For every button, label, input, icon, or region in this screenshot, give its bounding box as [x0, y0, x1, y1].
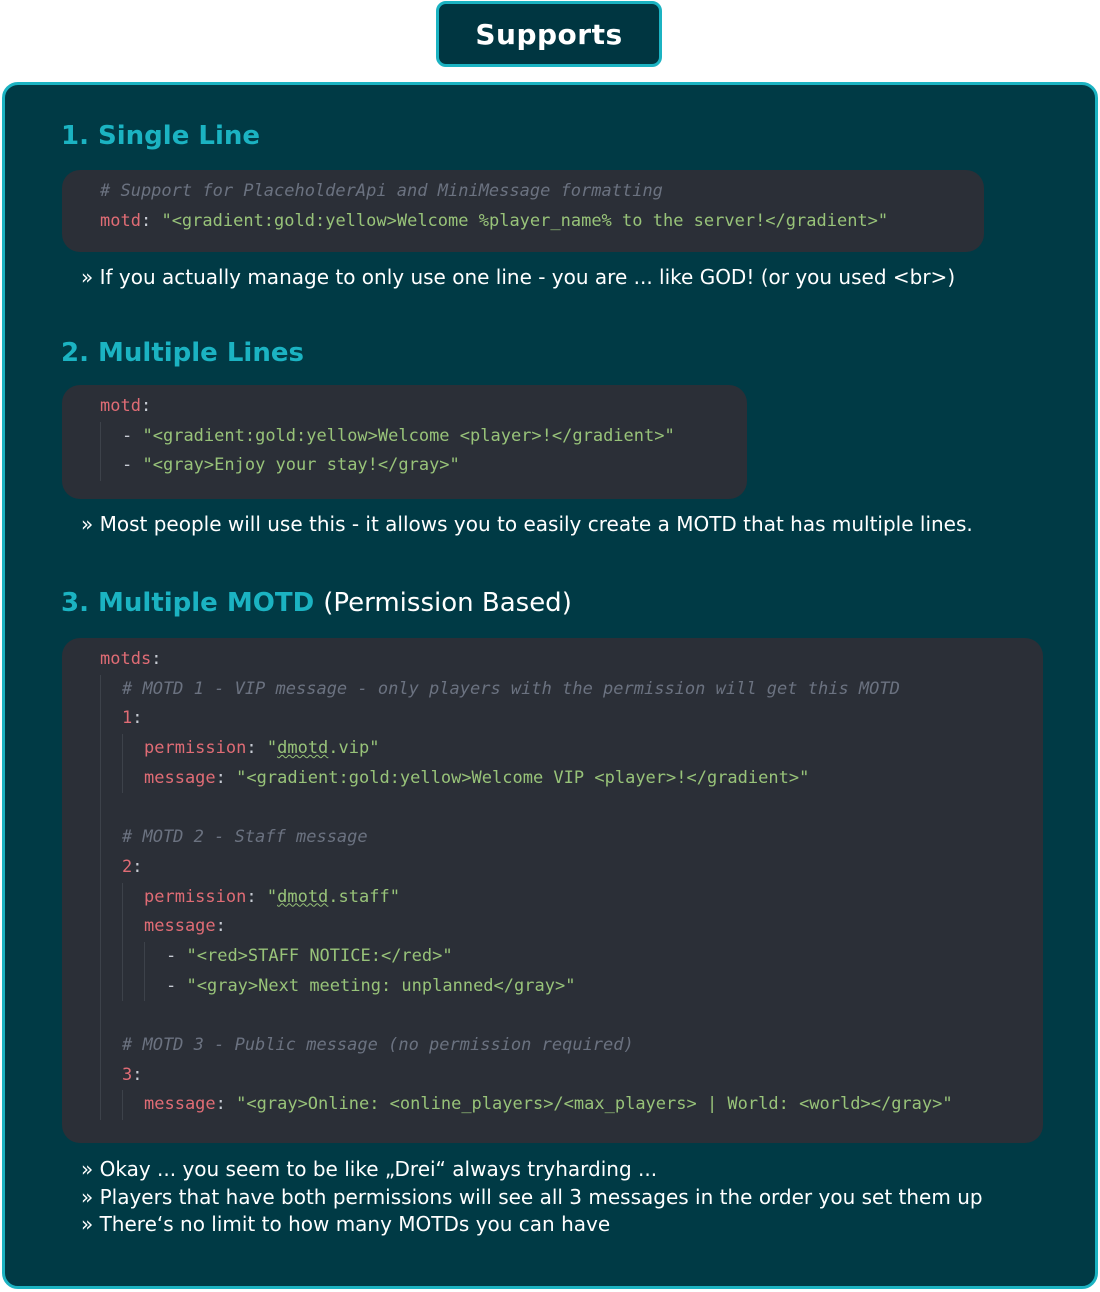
code-line: - "<gradient:gold:yellow>Welcome <player>!</gradient>" [100, 422, 747, 452]
code-key: motd [100, 210, 141, 231]
note-multiple-lines: » Most people will use this - it allows you to easily create a MOTD that has multiple lines. [81, 512, 973, 536]
code-line: permission : " dmotd .vip" [100, 734, 1043, 764]
code-key: message [144, 916, 216, 937]
code-comment: # MOTD 3 - Public message (no permission required) [122, 1034, 634, 1055]
code-line: motds : [100, 645, 1043, 675]
note-multiple-motd-2: » Players that have both permissions will see all 3 messages in the order you set them up [81, 1184, 983, 1209]
code-line-blank [100, 1001, 1043, 1031]
code-line [100, 1031, 1043, 1061]
code-line [100, 823, 1043, 853]
code-line: - "<gray>Next meeting: unplanned</gray>" [100, 972, 1043, 1002]
code-line: 2 : [100, 853, 1043, 883]
code-string: "<gray>Online: <online_players>/<max_players> | World: <world></gray>" [236, 1094, 953, 1115]
supports-panel [2, 82, 1098, 1289]
code-line: - "<red>STAFF NOTICE:</red>" [100, 942, 1043, 972]
code-key: permission [144, 738, 247, 759]
code-line: message : "<gray>Online: <online_players>/<max_players> | World: <world></gray>" [100, 1090, 1043, 1120]
code-line: message : "<gradient:gold:yellow>Welcome VIP <player>!</gradient>" [100, 764, 1043, 794]
code-line: message : [100, 912, 1043, 942]
code-comment: # MOTD 1 - VIP message - only players with the permission will get this MOTD [122, 678, 900, 699]
code-key: message [144, 1094, 216, 1115]
note-single-line: » If you actually manage to only use one line - you are ... like GOD! (or you used <br>) [81, 265, 956, 289]
code-line-blank [100, 793, 1043, 823]
note-multiple-motd-3: » There‘s no limit to how many MOTDs you can have [81, 1212, 611, 1236]
code-line: 3 : [100, 1061, 1043, 1091]
code-block-multiple-motd [62, 638, 1043, 1143]
code-string: "<gray>Next meeting: unplanned</gray>" [186, 975, 576, 996]
section-title-single-line: 1. Single Line [61, 121, 260, 151]
note-multiple-motd-1: » Okay ... you seem to be like „Drei“ always tryharding ... [81, 1157, 658, 1181]
code-key: 2 [122, 856, 133, 877]
code-string: "<red>STAFF NOTICE:</red>" [186, 945, 453, 966]
code-string: dmotd [277, 738, 329, 759]
code-string: "<gradient:gold:yellow>Welcome VIP <player>!</gradient>" [236, 767, 810, 788]
code-string: dmotd [277, 886, 329, 907]
code-block-single-line [62, 170, 984, 252]
section-title-multiple-lines: 2. Multiple Lines [61, 338, 304, 368]
code-key: permission [144, 886, 247, 907]
section-title-multiple-motd: 3. Multiple MOTD (Permission Based) [61, 588, 572, 618]
code-line: - "<gray>Enjoy your stay!</gray>" [100, 451, 747, 481]
code-line: motd : "<gradient:gold:yellow>Welcome %player_name% to the server!</gradient>" [100, 207, 984, 237]
supports-title: Supports [475, 17, 623, 51]
code-key: motds [100, 649, 152, 669]
code-line [100, 675, 1043, 705]
code-key: 3 [122, 1064, 133, 1085]
code-string: "<gradient:gold:yellow>Welcome <player>!</gradient>" [142, 425, 675, 446]
section-title-suffix: (Permission Based) [323, 588, 572, 618]
code-line [100, 177, 984, 207]
code-key: message [144, 767, 216, 788]
code-comment: # MOTD 2 - Staff message [122, 827, 368, 848]
supports-title-tab [436, 1, 662, 67]
code-line: motd : [100, 392, 747, 422]
code-block-multiple-lines [62, 385, 747, 499]
code-key: 1 [122, 708, 133, 729]
code-line: 1 : [100, 704, 1043, 734]
code-string: "<gray>Enjoy your stay!</gray>" [142, 455, 460, 476]
code-line: permission : " dmotd .staff" [100, 883, 1043, 913]
code-key: motd [100, 396, 141, 416]
code-string: "<gradient:gold:yellow>Welcome %player_name% to the server!</gradient>" [161, 210, 889, 231]
code-comment: # Support for PlaceholderApi and MiniMessage formatting [100, 181, 663, 201]
